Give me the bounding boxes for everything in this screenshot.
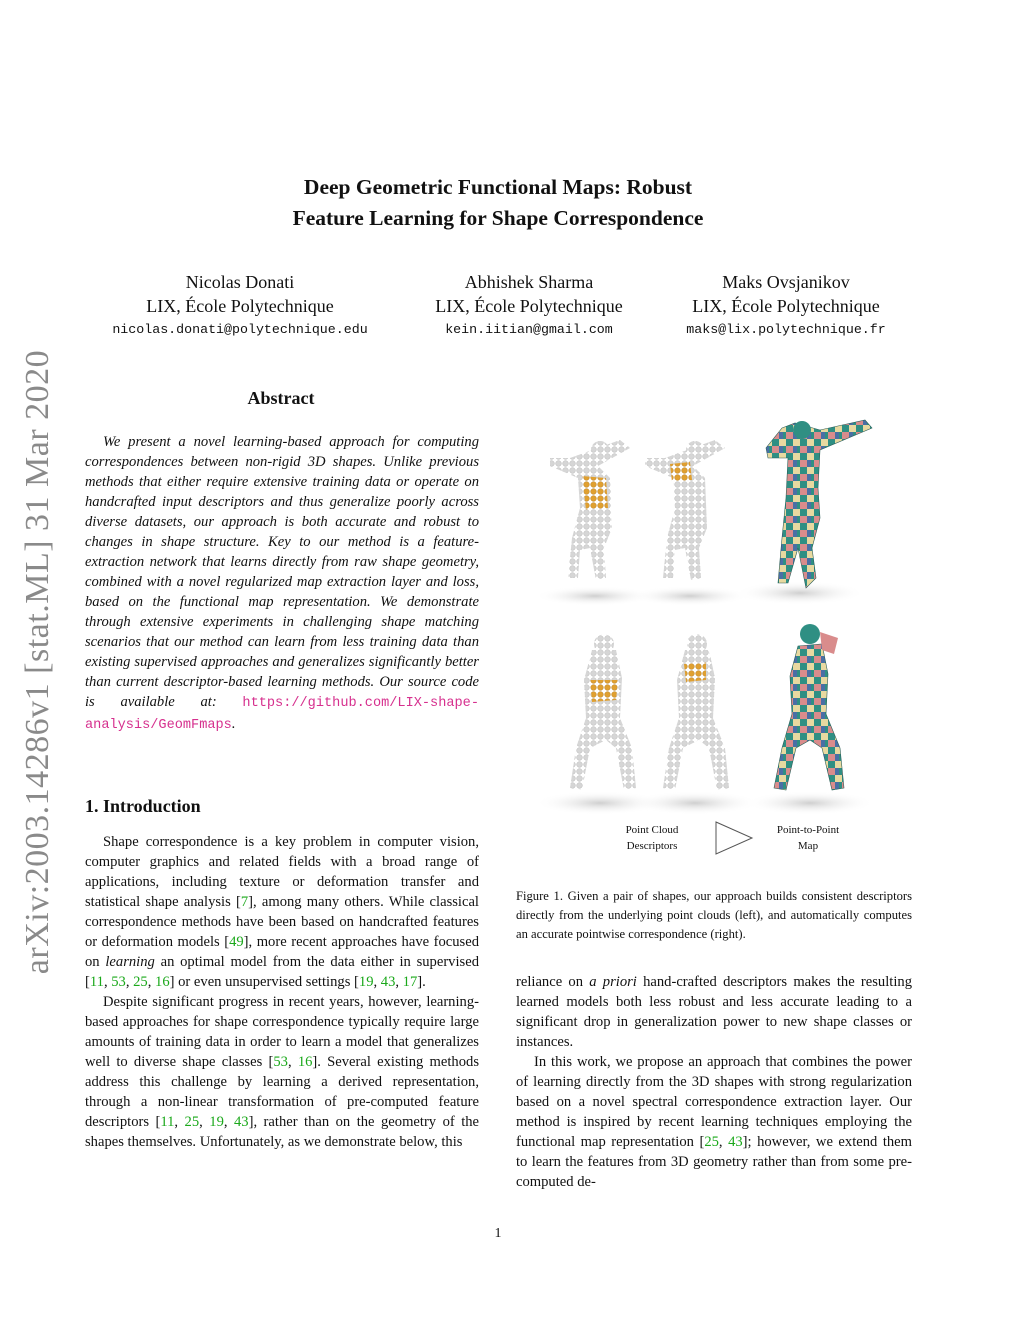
author-block-3	[656, 270, 916, 337]
citation-link[interactable]: 43	[728, 1134, 743, 1150]
citation-link[interactable]: 53	[111, 974, 126, 990]
citation-link[interactable]: 7	[240, 894, 249, 910]
abstract-heading: Abstract	[247, 388, 315, 408]
author-email: maks@lix.polytechnique.fr	[686, 322, 886, 337]
body-text: ].	[417, 974, 426, 990]
figure-1-illustration	[520, 418, 912, 818]
body-text: ,	[199, 1114, 210, 1130]
citation-link[interactable]: 16	[155, 974, 170, 990]
author-block-1	[110, 270, 370, 337]
citation-link[interactable]: 43	[380, 974, 396, 990]
author-name: Maks Ovsjanikov	[722, 272, 850, 292]
arxiv-stamp-text: arXiv:2003.14286v1 [stat.ML] 31 Mar 2020	[19, 349, 56, 975]
body-text: an optimal model from the data either in supervised [	[85, 954, 479, 990]
abstract-end: .	[231, 716, 236, 732]
citation-link[interactable]: 11	[160, 1114, 175, 1130]
author-name: Nicolas Donati	[185, 272, 295, 292]
abstract-text	[85, 432, 479, 736]
citation-link[interactable]: 49	[229, 934, 244, 950]
citation-link[interactable]: 16	[297, 1054, 313, 1070]
body-text: ], among many others. While classical correspondence methods have been based on handcrafted features or deformation models [	[85, 894, 479, 950]
title-line-2: Feature Learning for Shape Correspondence	[292, 206, 704, 230]
intro-left-column	[85, 832, 479, 1152]
body-text: ,	[287, 1054, 298, 1070]
citation-link[interactable]: 53	[273, 1054, 288, 1070]
paper-title	[0, 172, 996, 234]
body-text: ] or even unsupervised settings [	[169, 974, 359, 990]
body-text: hand-crafted descriptors makes the resulting learned models both less robust and less accurate leading to a significant drop in generalization power to new shape classes or instances.	[516, 974, 912, 1050]
body-text: ,	[174, 1114, 185, 1130]
body-text: ,	[373, 974, 381, 990]
body-text: Shape correspondence is a key problem in computer vision, computer graphics and related fields with a broad range of applications, including texture or deformation transfer and statistical shape analysis [	[85, 834, 479, 910]
body-text: ], rather than on the geometry of the shapes themselves. Unfortunately, as we demonstrate below, this	[85, 1114, 480, 1150]
body-text: ,	[223, 1114, 234, 1130]
author-email: nicolas.donati@polytechnique.edu	[112, 322, 368, 337]
label-point-cloud-descriptors	[602, 822, 702, 854]
section-heading-introduction: 1. Introduction	[85, 796, 201, 816]
citation-link[interactable]: 19	[358, 974, 374, 990]
author-name: Abhishek Sharma	[464, 272, 594, 292]
figure-1-image	[520, 418, 912, 818]
emphasis-text: a priori	[589, 974, 637, 990]
figure-1-caption: Figure 1. Given a pair of shapes, our approach builds consistent descriptors directly from the underlying point clouds (left), and automatically computes an accurate pointwise correspondence (right).	[516, 889, 912, 941]
source-code-link[interactable]: https://github.com/LIX-shape-analysis/GeomFmaps	[85, 696, 479, 733]
point-cloud-figure	[645, 440, 725, 580]
page-number: 1	[494, 1226, 502, 1241]
author-block-2	[399, 270, 659, 337]
author-affiliation: LIX, École Polytechnique	[435, 296, 623, 316]
citation-link[interactable]: 43	[233, 1114, 249, 1130]
citation-link[interactable]: 25	[704, 1134, 719, 1150]
point-cloud-figure	[663, 634, 729, 790]
textured-mesh-figure	[774, 624, 844, 790]
intro-paragraph-3	[516, 972, 912, 1052]
point-cloud-figure	[570, 634, 636, 790]
body-text: ,	[147, 974, 156, 990]
label-text: Map	[797, 840, 819, 852]
body-text: ,	[718, 1134, 729, 1150]
intro-paragraph-1	[85, 832, 479, 992]
figure-1-legend	[520, 818, 912, 858]
intro-paragraph-2	[85, 992, 479, 1152]
body-text: ]; however, we extend them to learn the features from 3D geometry rather than from some pre-computed de-	[516, 1134, 912, 1190]
body-text: ], more recent approaches have focused on	[85, 934, 479, 970]
intro-paragraph-4	[516, 1052, 912, 1192]
citation-link[interactable]: 25	[184, 1114, 200, 1130]
citation-link[interactable]: 11	[89, 974, 104, 990]
body-text: ,	[103, 974, 112, 990]
author-email: kein.iitian@gmail.com	[445, 322, 613, 337]
author-affiliation: LIX, École Polytechnique	[146, 296, 334, 316]
citation-link[interactable]: 17	[402, 974, 418, 990]
body-text: reliance on	[516, 974, 590, 990]
body-text: ,	[395, 974, 403, 990]
intro-right-column	[516, 972, 912, 1192]
emphasis-text: learning	[105, 954, 155, 970]
label-text: Descriptors	[626, 840, 678, 852]
body-text: ,	[125, 974, 134, 990]
label-text: Point-to-Point	[776, 824, 840, 836]
body-text: Despite significant progress in recent years, however, learning-based approaches for shape correspondence typically require large amounts of training data in order to learn a model that generalizes well to diverse shape classes [	[85, 994, 479, 1070]
arrow-triangle-icon	[714, 820, 754, 856]
label-text: Point Cloud	[625, 824, 679, 836]
citation-link[interactable]: 25	[133, 974, 148, 990]
body-text: ]. Several existing methods address this challenge by learning a derived representation, through a non-linear transformation of pre-computed feature descriptors [	[85, 1054, 479, 1130]
label-point-to-point-map	[758, 822, 858, 854]
textured-mesh-figure	[766, 420, 872, 588]
title-line-1: Deep Geometric Functional Maps: Robust	[303, 175, 693, 199]
point-cloud-figure	[550, 440, 630, 580]
body-text: In this work, we propose an approach that combines the power of learning directly from the 3D shapes with strong regularization based on a novel spectral correspondence extraction layer. Our method is inspired by recent learning techniques employing the functional map representation [	[516, 1054, 912, 1150]
author-affiliation: LIX, École Polytechnique	[692, 296, 880, 316]
citation-link[interactable]: 19	[209, 1114, 224, 1130]
abstract-paragraph: We present a novel learning-based approach for computing correspondences between non-rigid 3D shapes. Unlike previous methods that either require extensive training data or operate on handcrafted input descriptors and thus generalize poorly across diverse datasets, our approach is both accurate and robust to changes in shape structure. Key to our method is a feature-extraction network that learns directly from raw shape geometry, combined with a novel regularized map extraction layer and loss, based on the functional map representation. We demonstrate through extensive experiments in challenging shape matching scenarios that our method can learn from less training data than existing supervised approaches and generalizes significantly better than current descriptor-based learning methods. Our source code is available at:	[85, 434, 479, 710]
